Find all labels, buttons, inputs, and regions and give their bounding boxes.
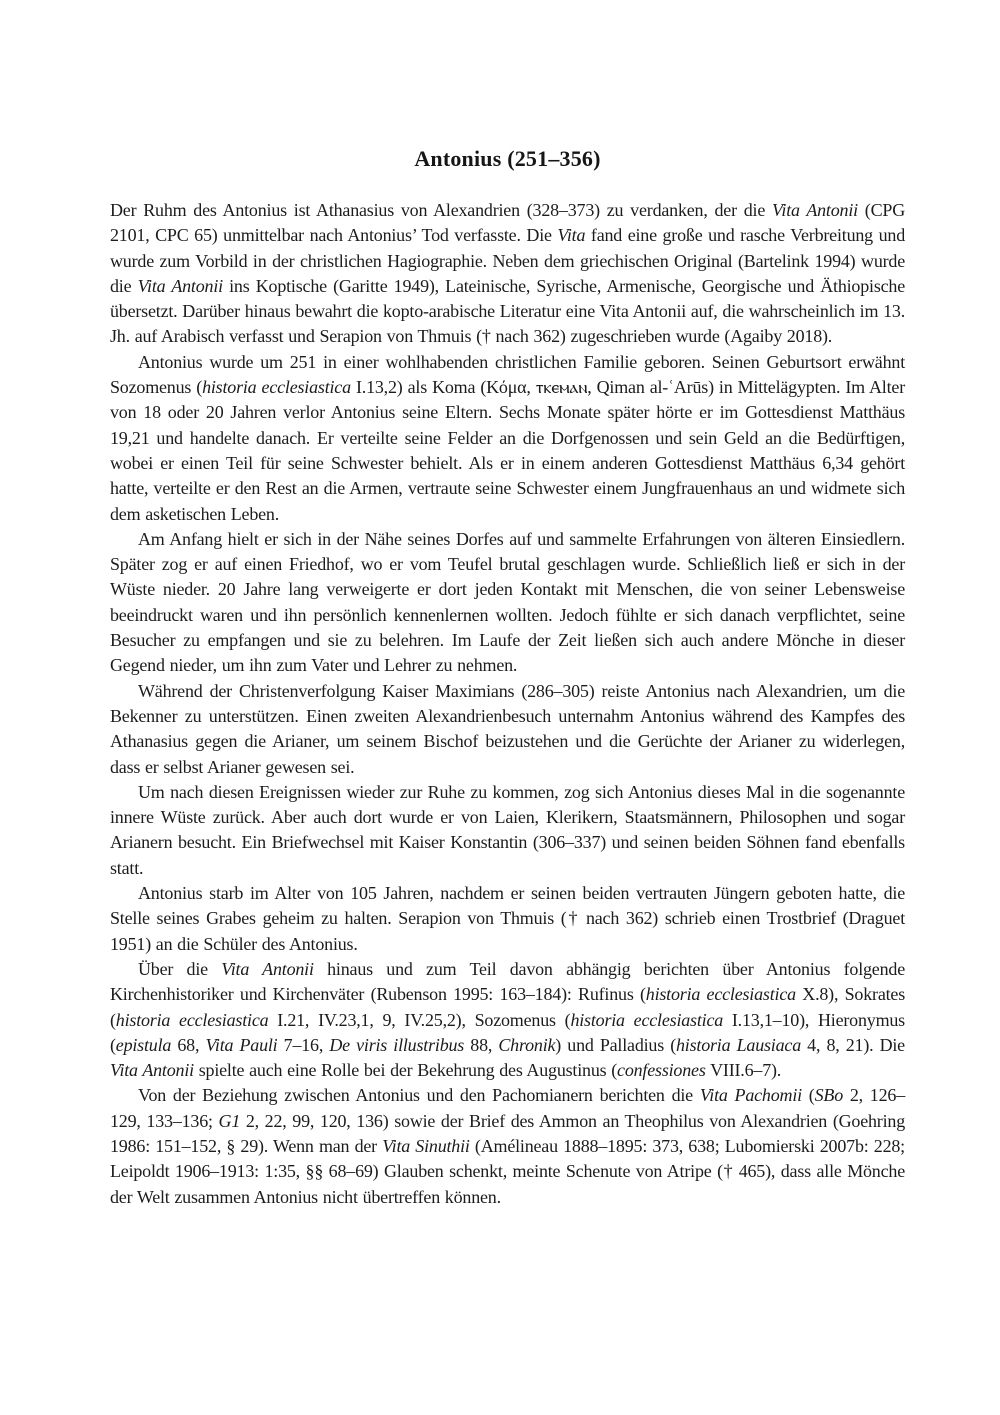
text-run: Antonius wurde um 251 in einer wohlhabenden christlichen Familie geboren. Seinen Geburtsort erwähnt Sozomenus ( <box>110 351 905 398</box>
italic-text-run: De viris illustribus <box>329 1034 465 1055</box>
paragraph <box>110 350 905 527</box>
text-run: I.21, IV.23,1, 9, IV.25,2), Sozomenus ( <box>268 1009 571 1030</box>
text-run: I.13,1–10), Hieronymus ( <box>110 1009 905 1055</box>
paragraph <box>110 780 905 881</box>
text-run: 88, <box>464 1034 499 1055</box>
text-run: hinaus und zum Teil davon abhängig berichten über Antonius folgende Kirchenhistoriker und Kirchenväter (Rubenson 1995: 163–184): Rufinus ( <box>110 958 905 1005</box>
text-run: ) und Palladius ( <box>555 1034 676 1055</box>
italic-text-run: epistula <box>115 1034 172 1055</box>
italic-text-run: Vita Pauli <box>205 1034 278 1055</box>
text-run: Über die <box>138 958 222 979</box>
italic-text-run: historia ecclesiastica <box>115 1009 269 1030</box>
text-run: Um nach diesen Ereignissen wieder zur Ruhe zu kommen, zog sich Antonius dieses Mal in die sogenannte innere Wüste zurück. Aber auch dort wurde er von Laien, Klerikern, Staatsmännern, Philosophen und sogar Arianern besucht. Ein Briefwechsel mit Kaiser Konstantin (306–337) und seinen beiden Söhnen fand ebenfalls statt. <box>110 781 905 878</box>
page-title: Antonius (251–356) <box>414 146 601 171</box>
italic-text-run: confessiones <box>617 1060 706 1081</box>
paragraph <box>110 527 905 679</box>
text-run: (Amélineau 1888–1895: 373, 638; Lubomierski 2007b: 228; Leipoldt 1906–1913: 1:35, §§ 68–69) Glauben schenkt, meinte Schenute von Atripe († 465), dass alle Mönche der Welt zusammen Antonius nicht übertreffen können. <box>110 1135 905 1207</box>
text-run: 4, 8, 21). Die <box>801 1034 905 1055</box>
text-run: 2, 126–129, 133–136; <box>110 1085 905 1131</box>
text-run: 68, <box>171 1034 206 1055</box>
text-run: ( <box>801 1085 815 1106</box>
italic-text-run: Vita Sinuthii <box>382 1135 470 1156</box>
text-run: spielte auch eine Rolle bei der Bekehrung des Augustinus ( <box>193 1060 618 1081</box>
paragraph <box>110 679 905 780</box>
italic-text-run: Vita Antonii <box>137 275 223 296</box>
text-run: Während der Christenverfolgung Kaiser Maximians (286–305) reiste Antonius nach Alexandrien, um die Bekenner zu unterstützen. Einen zweiten Alexandrienbesuch unternahm Antonius während des Kampfes des Athanasius gegen die Arianer, um seinem Bischof beizustehen und die Gerüchte der Arianer zu widerlegen, dass er selbst Arianer gewesen sei. <box>110 680 905 777</box>
italic-text-run: SBo <box>814 1085 843 1106</box>
text-run: VIII.6–7). <box>705 1060 782 1081</box>
text-run: Von der Beziehung zwischen Antonius und den Pachomianern berichten die <box>138 1085 700 1106</box>
document-body <box>110 198 905 1210</box>
italic-text-run: historia ecclesiastica <box>570 1009 724 1030</box>
italic-text-run: Vita Pachomii <box>699 1085 802 1106</box>
text-run: ins Koptische (Garitte 1949), Lateinische, Syrische, Armenische, Georgische und Äthiopische übersetzt. Darüber hinaus bewahrt die kopto-arabische Literatur eine Vita Antonii auf, die wahrscheinlich im 13. Jh. auf Arabisch verfasst und Serapion von Thmuis († nach 362) zugeschrieben wurde (Agaiby 2018). <box>110 275 905 347</box>
text-run: Der Ruhm des Antonius ist Athanasius von Alexandrien (328–373) zu verdanken, der die <box>110 200 772 220</box>
italic-text-run: Chronik <box>498 1034 556 1055</box>
text-run: Am Anfang hielt er sich in der Nähe seines Dorfes auf und sammelte Erfahrungen von älteren Einsiedlern. Später zog er auf einen Friedhof, wo er vom Teufel brutal geschlagen wurde. Schließlich ließ er sich in der Wüste nieder. 20 Jahre lang verweigerte er dort jeden Kontakt mit Menschen, die von seiner Lebensweise beeindruckt waren und ihn persönlich kennenlernen wollten. Jedoch fühlte er sich danach verpflichtet, seine Besucher zu empfangen und sie zu belehren. Im Laufe der Zeit ließen sich auch andere Mönche in dieser Gegend nieder, um ihn zum Vater und Lehrer zu nehmen. <box>110 528 905 676</box>
italic-text-run: historia Lausiaca <box>676 1034 801 1055</box>
italic-text-run: Vita <box>557 225 586 246</box>
paragraph <box>110 957 905 1083</box>
italic-text-run: G1 <box>218 1110 241 1131</box>
document-content <box>110 146 905 1210</box>
text-run: Antonius starb im Alter von 105 Jahren, nachdem er seinen beiden vertrauten Jüngern geboten hatte, die Stelle seines Grabes geheim zu halten. Serapion von Thmuis († nach 362) schrieb einen Trostbrief (Draguet 1951) an die Schüler des Antonius. <box>110 883 905 954</box>
italic-text-run: historia ecclesiastica <box>645 984 796 1005</box>
text-run: fand eine große und rasche Verbreitung und wurde zum Vorbild in der christlichen Hagiographie. Neben dem griechischen Original (Bartelink 1994) wurde die <box>110 225 905 296</box>
paragraph <box>110 198 905 350</box>
italic-text-run: Vita Antonii <box>221 958 314 979</box>
text-run: I.13,2) als Koma (Κόμα, ⲧⲕⲉⲙⲁⲛ, Qiman al-ʿArūs) in Mittelägypten. Im Alter von 18 oder 20 Jahren verlor Antonius seine Eltern. Sechs Monate später hörte er im Gottesdienst Matthäus 19,21 und handelte danach. Er verteilte seine Felder an die Dorfgenossen und sein Geld an die Bedürftigen, wobei er einen Teil für seine Schwester behielt. Als er in einem anderen Gottesdienst Matthäus 6,34 gehört hatte, verteilte er den Rest an die Armen, vertraute seine Schwester einem Jungfrauenhaus an und widmete sich dem asketischen Leben. <box>110 377 905 524</box>
text-run: 7–16, <box>277 1034 330 1055</box>
italic-text-run: Vita Antonii <box>110 1060 194 1081</box>
paragraph <box>110 1083 905 1209</box>
paragraph <box>110 881 905 957</box>
text-run: 2, 22, 99, 120, 136) sowie der Brief des Ammon an Theophilus von Alexandrien (Goehring 1986: 151–152, § 29). Wenn man der <box>110 1110 905 1156</box>
text-run: (CPG 2101, CPC 65) unmittelbar nach Antonius’ Tod verfasste. Die <box>110 200 905 246</box>
italic-text-run: Vita Antonii <box>771 200 858 220</box>
text-run: X.8), Sokrates ( <box>110 984 906 1030</box>
italic-text-run: historia ecclesiastica <box>202 377 351 398</box>
